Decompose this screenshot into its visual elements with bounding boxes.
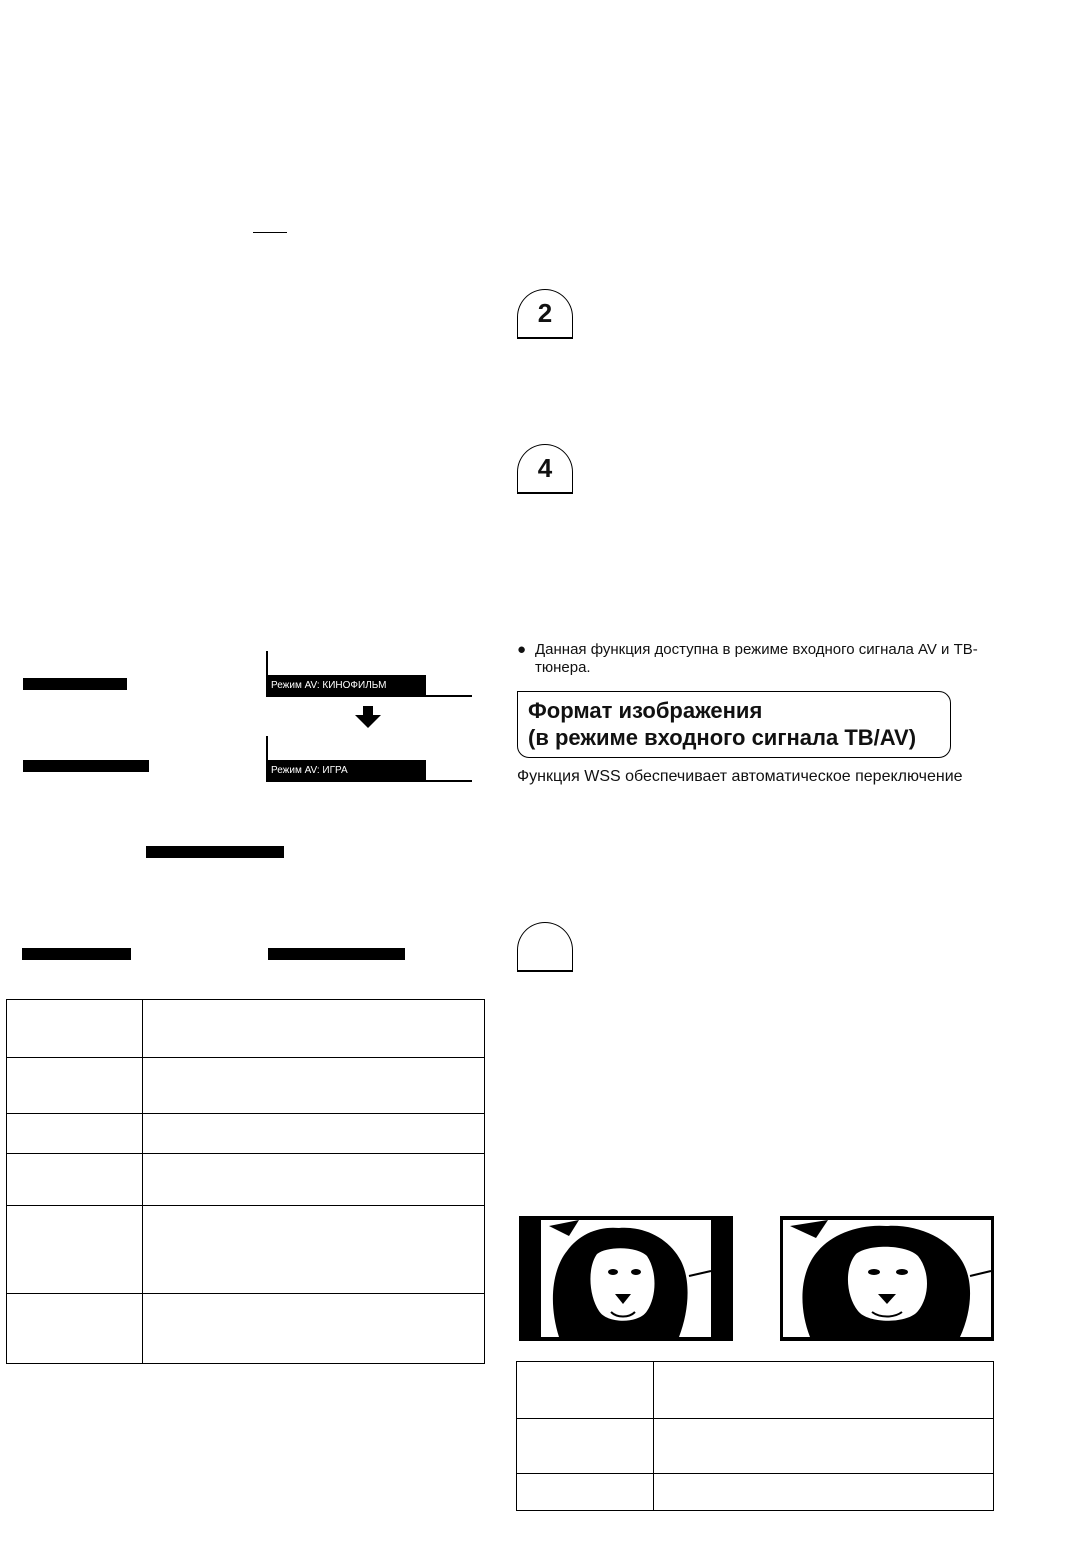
lion-icon [780,1216,994,1341]
step-button-4[interactable]: 4 [517,444,573,494]
osd-display-game [266,736,472,782]
table-row [517,1419,994,1474]
bullet-icon: ● [517,641,527,658]
step-button-2[interactable]: 2 [517,289,573,339]
table-row [7,1058,485,1114]
arrow-down-icon [355,706,381,728]
table-row [7,1206,485,1294]
wss-intro-text: Функция WSS обеспечивает автоматическое переключение [517,768,963,785]
settings-table [6,999,485,1364]
note-line: тюнера. [535,659,591,676]
format-table [516,1361,994,1511]
osd-display-cinema [266,651,472,697]
osd-mode-label: Режим AV: КИНОФИЛЬМ [266,675,426,696]
availability-note [517,641,997,677]
lion-icon [519,1216,733,1341]
lion-image-widescreen [780,1216,994,1341]
table-row [517,1362,994,1419]
underline-mark [253,232,287,233]
table-row [7,1154,485,1206]
table-row [517,1474,994,1511]
table-row [7,1000,485,1058]
lion-image-pillarbox [519,1216,733,1341]
section-title-line: (в режиме входного сигнала ТВ/AV) [528,725,917,750]
table-row [7,1114,485,1154]
label-bar [22,948,131,960]
step-button-blank[interactable] [517,922,573,972]
note-line: Данная функция доступна в режиме входного сигнала AV и ТВ- [535,641,978,658]
label-bar [268,948,405,960]
section-heading [517,691,951,758]
label-bar [146,846,284,858]
label-bar [23,760,149,772]
label-bar [23,678,127,690]
table-row [7,1294,485,1364]
section-title-line: Формат изображения [528,698,763,723]
osd-mode-label: Режим AV: ИГРА [266,760,426,781]
